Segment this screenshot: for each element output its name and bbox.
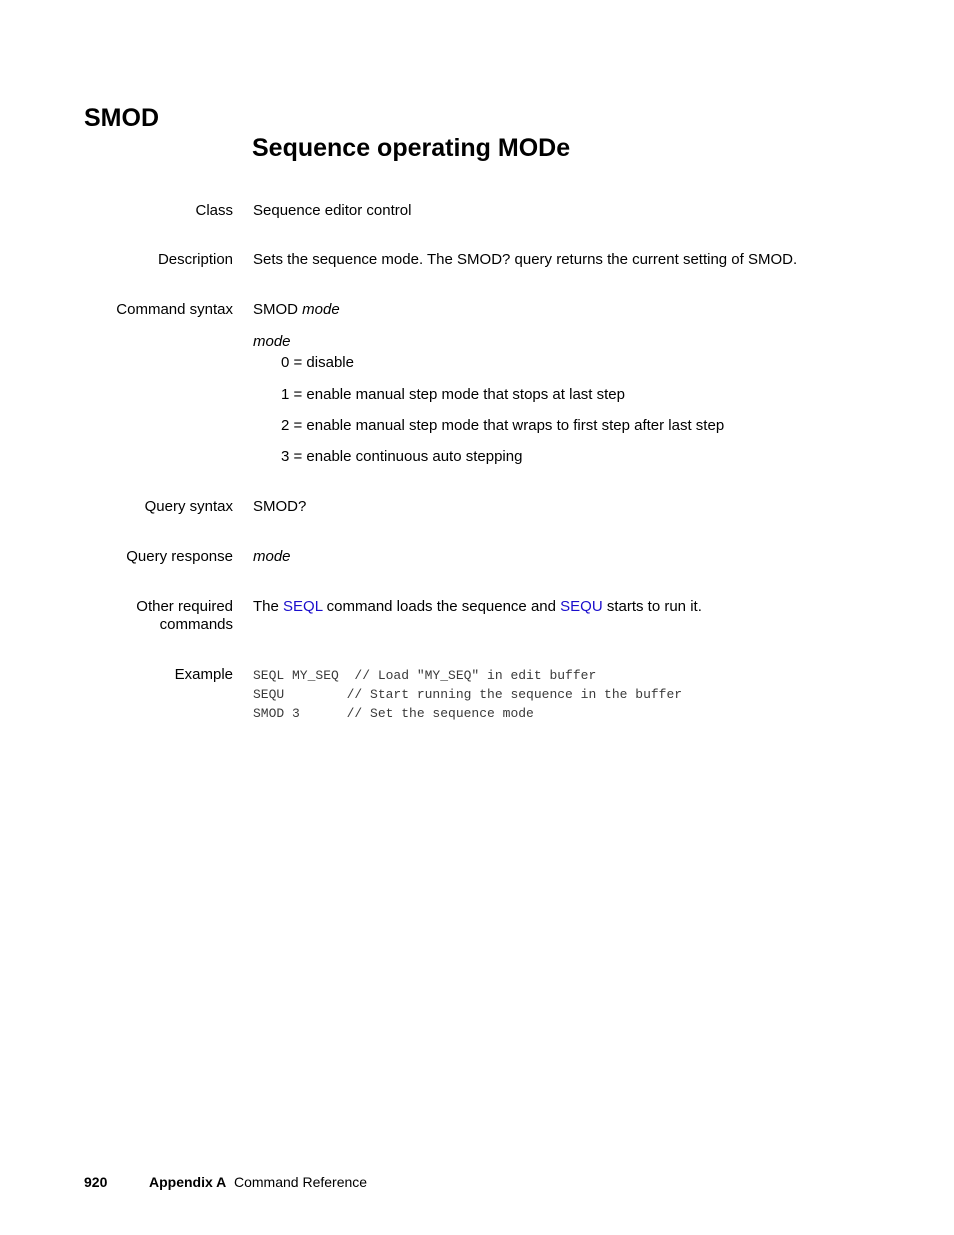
query-syntax-label: Query syntax [144,498,233,515]
option-1: 1 = enable manual step mode that stops at last step [281,386,625,403]
option-0: 0 = disable [281,354,354,371]
seql-link[interactable]: SEQL [283,598,323,615]
command-heading: SMOD [84,104,159,132]
class-value: Sequence editor control [253,202,412,219]
class-label: Class [195,202,233,219]
command-title: Sequence operating MODe [252,134,571,162]
param-heading: mode [253,333,291,350]
query-response-label: Query response [126,548,233,565]
footer-appendix: Appendix A [149,1174,227,1190]
example-code-line-3: SMOD 3 // Set the sequence mode [253,706,534,721]
query-response-value: mode [253,548,291,565]
syntax-command: SMOD [253,301,298,318]
page-number: 920 [84,1174,108,1190]
example-code-line-2: SEQU // Start running the sequence in the buffer [253,687,683,702]
example-label: Example [174,666,233,683]
example-code-line-1: SEQL MY_SEQ // Load "MY_SEQ" in edit buffer [253,668,597,683]
command-syntax-label: Command syntax [116,301,233,318]
other-required-label: Other required commands [136,598,233,633]
command-syntax-value [253,301,340,319]
option-2: 2 = enable manual step mode that wraps to first step after last step [281,417,725,434]
option-3: 3 = enable continuous auto stepping [281,448,523,465]
syntax-param: mode [302,301,340,318]
query-syntax-value: SMOD? [253,498,307,515]
sequ-link[interactable]: SEQU [560,598,603,615]
footer-section: Command Reference [234,1174,368,1190]
other-required-value: The SEQL command loads the sequence and SEQU starts to run it. [253,598,702,615]
description-label: Description [157,251,233,268]
description-value: Sets the sequence mode. The SMOD? query returns the current setting of SMOD. [253,251,798,268]
